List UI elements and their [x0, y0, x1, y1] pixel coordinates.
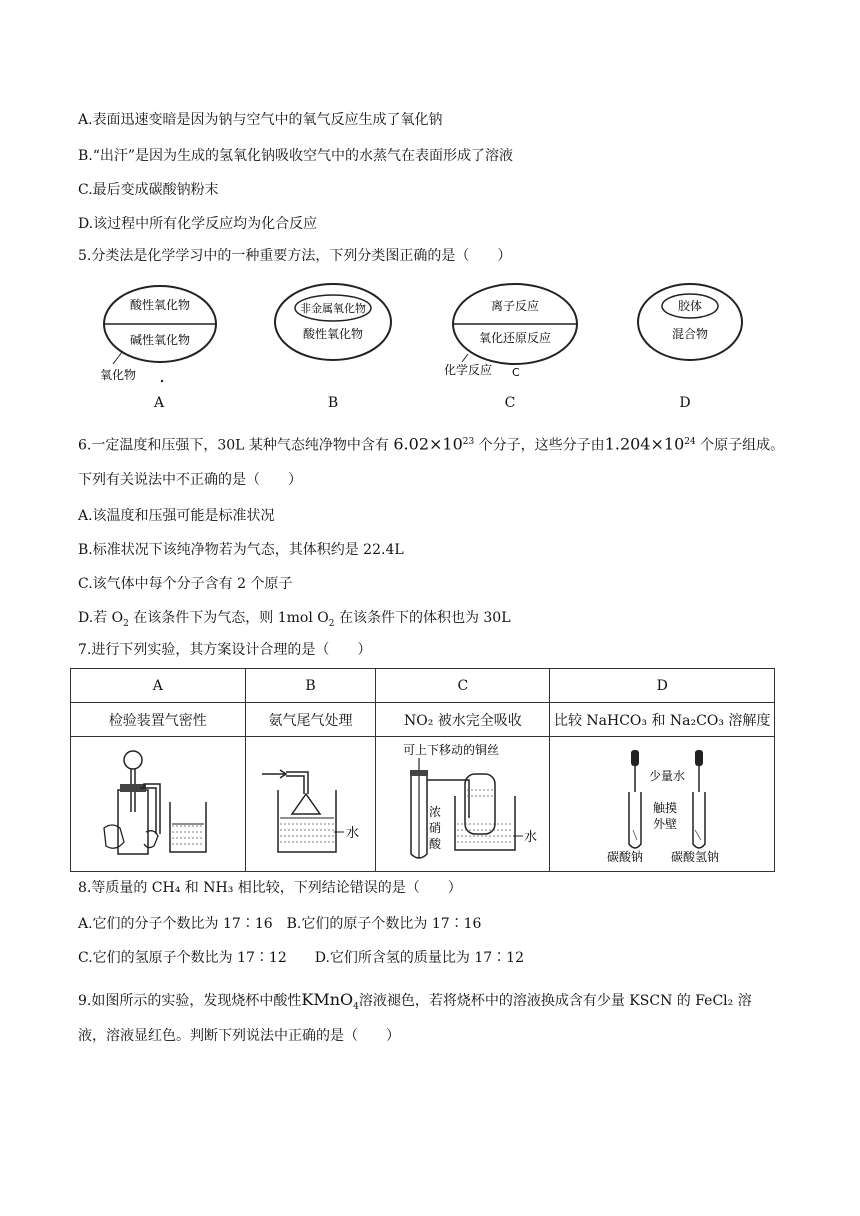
q6-sub-a: 2 — [123, 618, 129, 629]
q9-pre: 9.如图所示的实验，发现烧杯中酸性 — [78, 993, 302, 1009]
q7-figure-a — [71, 737, 246, 872]
diagram-d-inner: 胶体 — [677, 299, 703, 313]
label-sodium-carbonate: 碳酸钠 — [607, 850, 644, 864]
q7-figure-d — [550, 737, 775, 872]
label-acid-3: 酸 — [428, 837, 441, 851]
solubility-comparison-figure — [577, 740, 747, 864]
q7-title-c: NO₂ 被水完全吸收 — [376, 703, 550, 737]
q7-header-d: D — [550, 669, 775, 703]
q7-figure-c — [376, 737, 550, 872]
q8-line2: C.它们的氢原子个数比为 17∶12 D.它们所含氢的质量比为 17∶12 — [78, 950, 524, 966]
q6-stem — [78, 432, 784, 456]
q9-formula-sub: 4 — [353, 1001, 359, 1012]
q6-option-d-pre: D.若 O — [78, 610, 124, 626]
q4-option-d: D.该过程中所有化学反应均为化合反应 — [78, 216, 318, 232]
q9-post: 溶液褪色，若将烧杯中的溶液换成含有少量 KSCN 的 FeCl₂ 溶 — [358, 993, 752, 1009]
q4-option-c: C.最后变成碳酸钠粉末 — [78, 182, 219, 198]
q6-sub-b: 2 — [328, 618, 335, 629]
q6-stem-post: 个原子组成。 — [700, 437, 785, 454]
q7-header-a: A — [71, 669, 246, 703]
q6-stem-mid: 个分子，这些分子由 — [478, 437, 605, 454]
q6-option-b: B.标准状况下该纯净物若为气态，其体积约是 22.4L — [78, 542, 404, 558]
q6-option-d-post: 在该条件下的体积也为 30L — [334, 610, 511, 626]
caption-a: A — [153, 395, 165, 411]
q6-option-d — [78, 608, 511, 634]
q5-classification-diagrams — [0, 276, 860, 386]
diagram-d-outer: 混合物 — [671, 327, 709, 341]
q8-line1: A.它们的分子个数比为 17∶16 B.它们的原子个数比为 17∶16 — [78, 916, 482, 932]
label-water-b: 水 — [345, 826, 359, 841]
label-copper-wire: 可上下移动的铜丝 — [402, 743, 499, 757]
q6-option-c: C.该气体中每个分子含有 2 个原子 — [78, 576, 293, 592]
caption-c: C — [504, 395, 516, 411]
label-touch-2: 外壁 — [653, 817, 678, 831]
airtightness-apparatus-figure — [98, 742, 218, 862]
q9-stem — [78, 990, 752, 1017]
diagram-b-outer: 酸性氧化物 — [302, 327, 364, 341]
label-acid-2: 硝 — [428, 821, 441, 835]
caption-b: B — [327, 395, 339, 411]
diagram-a-outer: 氧化物 — [100, 368, 137, 382]
label-touch-1: 触摸 — [653, 801, 678, 815]
label-sodium-bicarbonate: 碳酸氢钠 — [671, 850, 720, 864]
label-acid-1: 浓 — [428, 805, 441, 819]
q7-title-d: 比较 NaHCO₃ 和 Na₂CO₃ 溶解度 — [550, 703, 775, 737]
diagram-a-top: 酸性氧化物 — [129, 298, 191, 312]
diagram-d — [638, 284, 742, 360]
caption-d: D — [679, 395, 691, 411]
q6-line2: 下列有关说法中不正确的是（ ） — [78, 472, 302, 488]
q6-number-1: 6.02×10 — [393, 434, 463, 454]
ammonia-absorption-figure — [256, 742, 366, 862]
no2-absorption-figure — [383, 740, 543, 864]
q7-title-a: 检验装置气密性 — [71, 703, 246, 737]
q7-experiment-table — [70, 668, 775, 872]
q7-header-c: C — [376, 669, 550, 703]
diagram-c-mark: C — [512, 366, 520, 379]
label-little-water: 少量水 — [649, 769, 686, 783]
q8-stem: 8.等质量的 CH₄ 和 NH₃ 相比较，下列结论错误的是（ ） — [78, 880, 462, 896]
q4-option-b: B.“出汗”是因为生成的氢氧化钠吸收空气中的水蒸气在表面形成了溶液 — [78, 148, 514, 164]
q7-title-b: 氨气尾气处理 — [245, 703, 376, 737]
diagram-c-outer: 化学反应 — [444, 363, 493, 377]
diagram-a-bottom: 碱性氧化物 — [129, 333, 191, 347]
label-water-c: 水 — [523, 830, 537, 845]
q7-figure-b — [245, 737, 376, 872]
diagram-a — [100, 286, 216, 382]
diagram-b — [275, 284, 391, 360]
q5-stem: 5.分类法是化学学习中的一种重要方法，下列分类图正确的是（ ） — [78, 248, 512, 264]
q6-option-d-mid: 在该条件下为气态，则 1mol O — [128, 610, 329, 626]
q6-number-2-exp: 24 — [684, 437, 696, 447]
diagram-c-bottom: 氧化还原反应 — [478, 331, 552, 345]
q6-option-a: A.该温度和压强可能是标准状况 — [78, 508, 275, 524]
diagram-c-top: 离子反应 — [490, 299, 540, 313]
q7-stem: 7.进行下列实验，其方案设计合理的是（ ） — [78, 642, 372, 658]
q6-number-2: 1.204×10 — [604, 434, 685, 454]
q9-line2: 液，溶液显红色。判断下列说法中正确的是（ ） — [78, 1028, 400, 1044]
q6-number-1-exp: 23 — [462, 437, 475, 447]
diagram-b-inner: 非金属氧化物 — [300, 302, 366, 315]
q4-option-a: A.表面迅速变暗是因为钠与空气中的氧气反应生成了氧化钠 — [78, 112, 443, 128]
q7-header-b: B — [245, 669, 376, 703]
diagram-c — [444, 284, 577, 379]
q6-stem-pre: 6.一定温度和压强下，30L 某种气态纯净物中含有 — [78, 437, 389, 454]
q9-formula: KMnO — [301, 990, 354, 1009]
